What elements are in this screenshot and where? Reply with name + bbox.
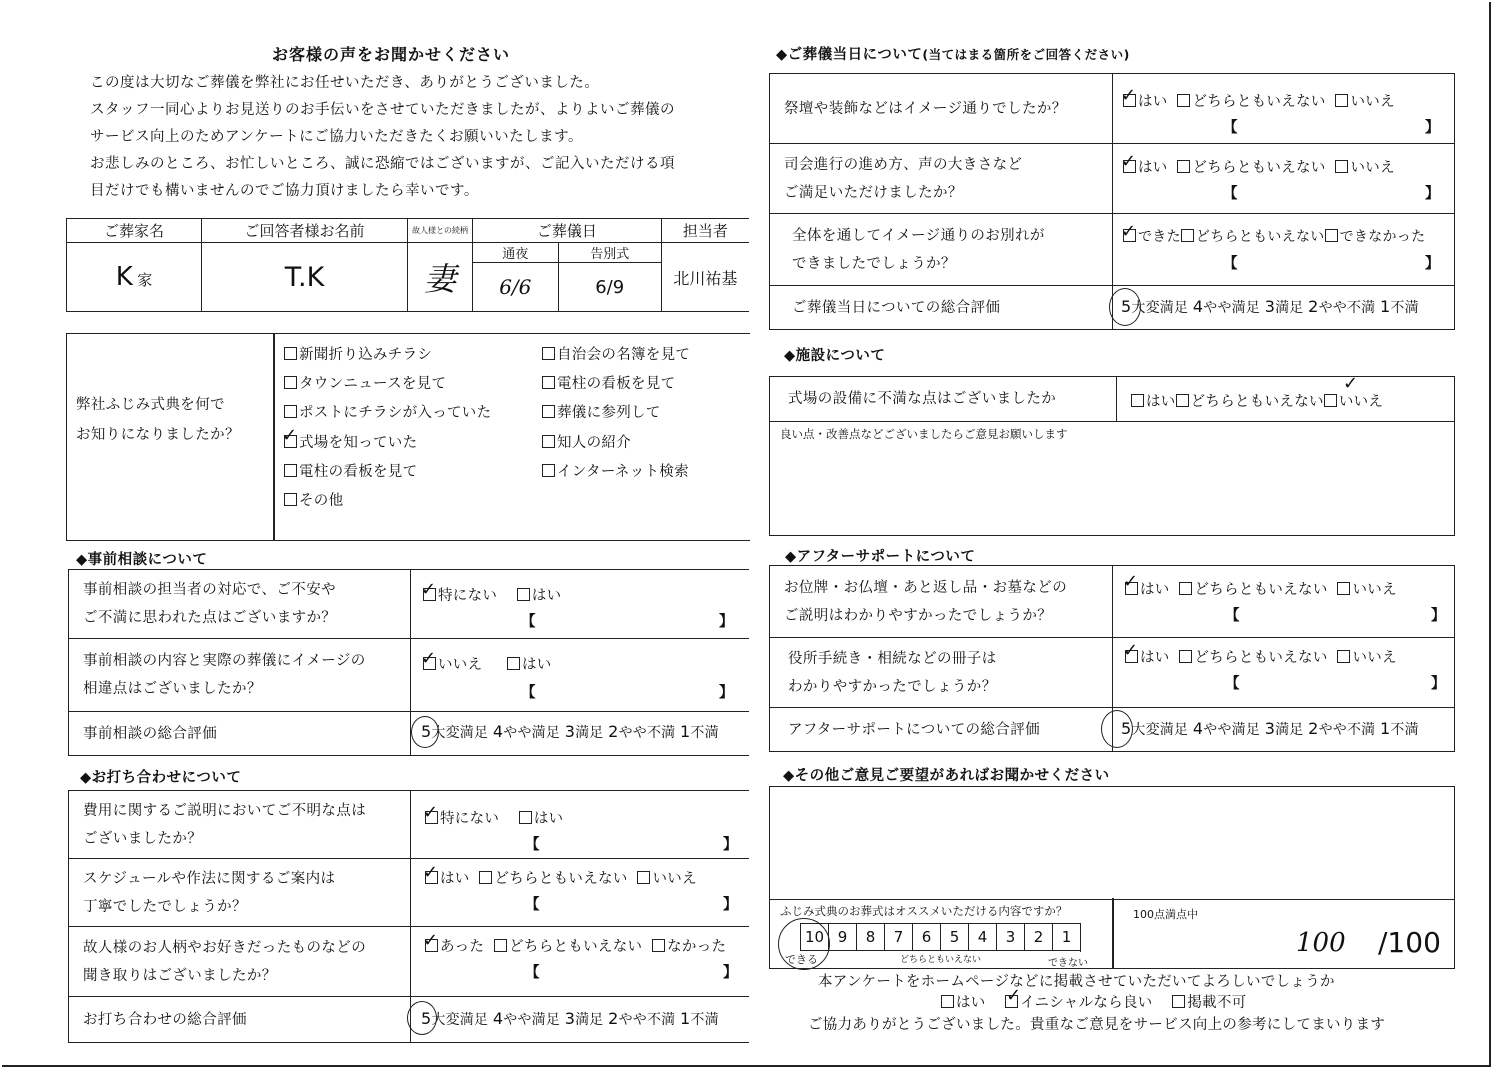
meeting-q2-answer: はい どちらともいえない いいえ ✓ 【 】 (411, 859, 750, 927)
checkbox[interactable] (284, 464, 297, 477)
intro-text (90, 70, 675, 205)
source-option[interactable]: 電柱の看板を見て (542, 370, 690, 399)
funeral-value: 6/9 (558, 263, 661, 312)
check-mark-icon: ✓ (423, 862, 439, 883)
funeral-q2: 司会進行の進め方、声の大きさなど ご満足いただけましたか？ (770, 144, 1113, 214)
checkbox[interactable] (1179, 650, 1192, 663)
checkbox[interactable] (542, 347, 555, 360)
bracket-close: 】 (1425, 186, 1440, 202)
staff-label: 担当者 (661, 219, 749, 243)
scale-cell[interactable]: 3 (996, 923, 1024, 951)
checkbox[interactable] (284, 493, 297, 506)
checkbox[interactable] (652, 939, 665, 952)
score-written: 100 (1296, 928, 1346, 958)
family-cell (67, 243, 202, 312)
source-option[interactable]: ポストにチラシが入っていた (284, 399, 491, 428)
consult-heading: ◆事前相談について (76, 552, 208, 568)
checkbox[interactable] (1172, 995, 1185, 1008)
checkbox[interactable] (1181, 229, 1194, 242)
intro-line: この度は大切なご葬儀を弊社にお任せいただき、ありがとうございました。 (90, 75, 600, 91)
checkbox[interactable] (1177, 94, 1190, 107)
source-option[interactable]: 式場を知っていた (284, 429, 491, 458)
aftersupport-q1: お位牌・お仏壇・あと返し品・お墓などの ご説明はわかりやすかったでしょうか？ (770, 566, 1113, 638)
rating-scale: 5大変満足 4やや満足 3満足 2やや不満 1不満 (421, 722, 719, 741)
check-mark-icon: ✓ (282, 425, 298, 446)
bracket-open: 【 (1223, 120, 1238, 136)
checkbox[interactable] (542, 405, 555, 418)
consult-q1-answer: 特にない はい ✓ 【 】 (411, 570, 750, 639)
consult-rating (411, 712, 750, 756)
funeral-q3-answer: できた どちらともいえない できなかった ✓ 【 】 (1113, 214, 1455, 286)
meeting-q3: 故人様のお人柄やお好きだったものなどの 聞き取りはございましたか？ (69, 927, 411, 997)
rating-scale: 5大変満足 4やや満足 3満足 2やや不満 1不満 (1121, 297, 1419, 316)
aftersupport-q2: 役所手続き・相続などの冊子は わかりやすかったでしょうか？ (770, 638, 1113, 708)
facility-heading: ◆施設について (784, 348, 886, 364)
scale-cell[interactable]: 9 (828, 923, 856, 951)
scale-cannot: できない (1048, 958, 1088, 969)
checkbox[interactable] (542, 464, 555, 477)
staff-value: 北川祐基 (661, 243, 749, 312)
funeral-overall-label: ご葬儀当日についての総合評価 (770, 286, 1113, 330)
scale-cell[interactable]: 1 (1052, 923, 1080, 951)
question-line: 弊社ふじみ式典を何で (76, 397, 225, 413)
bracket-open: 【 (1225, 608, 1240, 624)
info-table (66, 218, 749, 312)
selection-circle (1101, 710, 1133, 748)
intro-line: スタッフ一同心よりお見送りのお手伝いをさせていただきましたが、よりよいご葬儀の (90, 102, 675, 118)
check-mark-icon: ✓ (1006, 985, 1022, 1006)
source-option[interactable]: 葬儀に参列して (542, 399, 690, 428)
meeting-rating (411, 997, 750, 1043)
bracket-close: 】 (719, 614, 734, 630)
intro-line: サービス向上のためアンケートにご協力いただきたくお願いいたします。 (90, 129, 583, 145)
bracket-close: 】 (1431, 676, 1446, 692)
wake-label: 通夜 (473, 243, 559, 263)
bracket-open: 【 (1223, 186, 1238, 202)
scale-cell[interactable]: 10 (800, 923, 828, 951)
scale-cell[interactable]: 7 (884, 923, 912, 951)
selection-circle (407, 1001, 437, 1035)
scale-cell[interactable]: 5 (940, 923, 968, 951)
divider (273, 333, 275, 541)
aftersupport-q1-answer: はい どちらともいえない いいえ ✓ 【 】 (1113, 566, 1455, 638)
funeral-q1: 祭壇や装飾などはイメージ通りでしたか？ (770, 74, 1113, 144)
divider (1112, 898, 1114, 968)
family-value: K (115, 262, 133, 292)
recommend-label: ふじみ式典のお葬式はオススメいただける内容ですか？ (780, 904, 1068, 918)
thanks-text: ご協力ありがとうございました。貴重なご意見をサービス向上の参考にしてまいります (808, 1017, 1386, 1033)
selection-circle (1109, 288, 1141, 326)
scale-cell[interactable]: 6 (912, 923, 940, 951)
checkbox[interactable] (542, 376, 555, 389)
facility-comment-box[interactable] (770, 422, 1455, 536)
consult-q2-answer: いいえ はい ✓ 【 】 (411, 639, 750, 712)
bracket-open: 【 (525, 897, 540, 913)
checkbox[interactable] (1176, 394, 1189, 407)
bracket-open: 【 (525, 965, 540, 981)
check-mark-icon: ✓ (421, 579, 437, 600)
source-option[interactable]: 自治会の名簿を見て (542, 341, 690, 370)
checkbox[interactable] (1335, 94, 1348, 107)
source-left-options (284, 341, 491, 516)
source-option[interactable]: 電柱の看板を見て (284, 458, 491, 487)
checkbox[interactable] (1177, 160, 1190, 173)
check-mark-icon: ✓ (423, 802, 439, 823)
bracket-close: 】 (723, 965, 738, 981)
checkbox[interactable] (517, 588, 530, 601)
funeral-rating (1113, 286, 1455, 330)
checkbox[interactable] (1179, 582, 1192, 595)
bracket-close: 】 (1425, 256, 1440, 272)
bracket-open: 【 (1223, 256, 1238, 272)
facility-q1-answer: はい どちらともいえない いいえ ✓ (1117, 377, 1455, 422)
checkbox[interactable] (284, 405, 297, 418)
meeting-q3-answer: あった どちらともいえない なかった ✓ 【 】 (411, 927, 750, 997)
recommend-scale (800, 923, 1081, 952)
publish-question: 本アンケートをホームページなどに掲載させていただいてよろしいでしょうか (818, 974, 1335, 990)
bracket-open: 【 (521, 614, 536, 630)
checkbox[interactable] (519, 811, 532, 824)
bracket-close: 】 (1431, 608, 1446, 624)
funeral-day-heading: ◆ご葬儀当日について(当てはまる箇所をご回答ください) (776, 47, 1130, 63)
meeting-q1-answer: 特にない はい ✓ 【 】 (411, 791, 750, 859)
score-label: 100点満点中 (1133, 908, 1198, 921)
check-mark-icon: ✓ (1343, 373, 1359, 394)
bracket-close: 】 (719, 685, 734, 701)
intro-line: 目だけでも構いませんのでご協力頂けましたら幸いです。 (90, 183, 479, 199)
selection-circle (411, 716, 439, 748)
meeting-overall-label: お打ち合わせの総合評価 (69, 997, 411, 1043)
check-mark-icon: ✓ (1121, 221, 1137, 242)
rating-scale: 5大変満足 4やや満足 3満足 2やや不満 1不満 (421, 1009, 719, 1028)
funeral-day-table (769, 73, 1455, 330)
bracket-open: 【 (1225, 676, 1240, 692)
source-option[interactable]: インターネット検索 (542, 458, 690, 487)
score-total: /100 (1378, 926, 1441, 959)
aftersupport-rating (1113, 708, 1455, 752)
aftersupport-q2-answer: はい どちらともいえない いいえ ✓ 【 】 (1113, 638, 1455, 708)
wake-value: 6/6 (473, 263, 559, 312)
scale-cell[interactable]: 2 (1024, 923, 1052, 951)
meeting-q2: スケジュールや作法に関するご案内は 丁寧でしたでしょうか？ (69, 859, 411, 927)
source-option[interactable]: タウンニュースを見て (284, 370, 491, 399)
question-line: お知りになりましたか？ (76, 427, 240, 443)
source-question (62, 390, 240, 450)
checkbox[interactable] (1337, 582, 1350, 595)
check-mark-icon: ✓ (1121, 151, 1137, 172)
consult-q2: 事前相談の内容と実際の葬儀にイメージの 相違点はございましたか？ (69, 639, 411, 712)
scale-neutral: どちらともいえない (900, 955, 982, 965)
relation-value: 妻 (408, 243, 473, 312)
check-mark-icon: ✓ (423, 930, 439, 951)
checkbox-checked[interactable] (1324, 394, 1337, 407)
consult-overall-label: 事前相談の総合評価 (69, 712, 411, 756)
family-label: ご葬家名 (67, 219, 202, 243)
checkbox[interactable] (637, 871, 650, 884)
checkbox[interactable] (284, 376, 297, 389)
scale-cell[interactable]: 4 (968, 923, 996, 951)
bracket-open: 【 (525, 837, 540, 853)
facility-q1: 式場の設備に不満な点はございましたか (770, 377, 1117, 422)
check-mark-icon: ✓ (1123, 571, 1139, 592)
check-mark-icon: ✓ (1121, 85, 1137, 106)
facility-comment-label: 良い点・改善点などございましたらご意見お願いします (780, 427, 1068, 441)
checkbox[interactable] (542, 435, 555, 448)
checkbox[interactable] (1335, 160, 1348, 173)
checkbox[interactable] (1325, 229, 1338, 242)
publish-options: はい イニシャルなら良い 掲載不可 (941, 991, 1246, 1012)
source-option[interactable]: 新聞折り込みチラシ (284, 341, 491, 370)
bracket-close: 】 (723, 897, 738, 913)
meeting-table (68, 790, 749, 1043)
rating-scale: 5大変満足 4やや満足 3満足 2やや不満 1不満 (1121, 719, 1419, 738)
source-option[interactable]: 知人の紹介 (542, 429, 690, 458)
aftersupport-table (769, 565, 1455, 752)
scale-can: できる (785, 953, 818, 966)
checkbox[interactable] (1337, 650, 1350, 663)
consult-table (68, 569, 749, 756)
scale-cell[interactable]: 8 (856, 923, 884, 951)
consult-q1: 事前相談の担当者の対応で、ご不安や ご不満に思われた点はございますか？ (69, 570, 411, 639)
funeral-q1-answer: はい どちらともいえない いいえ ✓ 【 】 (1113, 74, 1455, 144)
bracket-close: 】 (723, 837, 738, 853)
date-label: ご葬儀日 (473, 219, 662, 243)
facility-table (769, 373, 1455, 536)
source-right-options (542, 341, 690, 487)
checkbox[interactable] (494, 939, 507, 952)
checkbox[interactable] (941, 995, 954, 1008)
bracket-close: 】 (1425, 120, 1440, 136)
check-mark-icon: ✓ (1123, 640, 1139, 661)
funeral-q2-answer: はい どちらともいえない いいえ ✓ 【 】 (1113, 144, 1455, 214)
checkbox[interactable] (284, 347, 297, 360)
aftersupport-overall-label: アフターサポートについての総合評価 (770, 708, 1113, 752)
aftersupport-heading: ◆アフターサポートについて (785, 549, 976, 565)
respondent-label: ご回答者様お名前 (202, 219, 408, 243)
family-suffix: 家 (137, 271, 153, 289)
page-title: お客様の声をお聞かせください (272, 45, 511, 64)
bracket-open: 【 (521, 685, 536, 701)
checkbox[interactable] (507, 657, 520, 670)
check-mark-icon: ✓ (421, 648, 437, 669)
meeting-q1: 費用に関するご説明においてご不明な点は ございましたか？ (69, 791, 411, 859)
intro-line: お悲しみのところ、お忙しいところ、誠に恐縮ではございますが、ご記入いただける項 (90, 156, 675, 172)
checkbox[interactable] (479, 871, 492, 884)
checkbox[interactable] (1131, 394, 1144, 407)
respondent-value: T.K (202, 243, 408, 312)
other-heading: ◆その他ご意見ご要望があればお聞かせください (783, 768, 1110, 784)
funeral-q3: 全体を通してイメージ通りのお別れが できましたでしょうか？ (770, 214, 1113, 286)
relation-label: 故人様との続柄 (408, 219, 473, 243)
meeting-heading: ◆お打ち合わせについて (80, 770, 242, 786)
other-comment-box[interactable] (769, 786, 1455, 900)
funeral-label: 告別式 (558, 243, 661, 263)
source-option[interactable]: その他 (284, 487, 491, 516)
